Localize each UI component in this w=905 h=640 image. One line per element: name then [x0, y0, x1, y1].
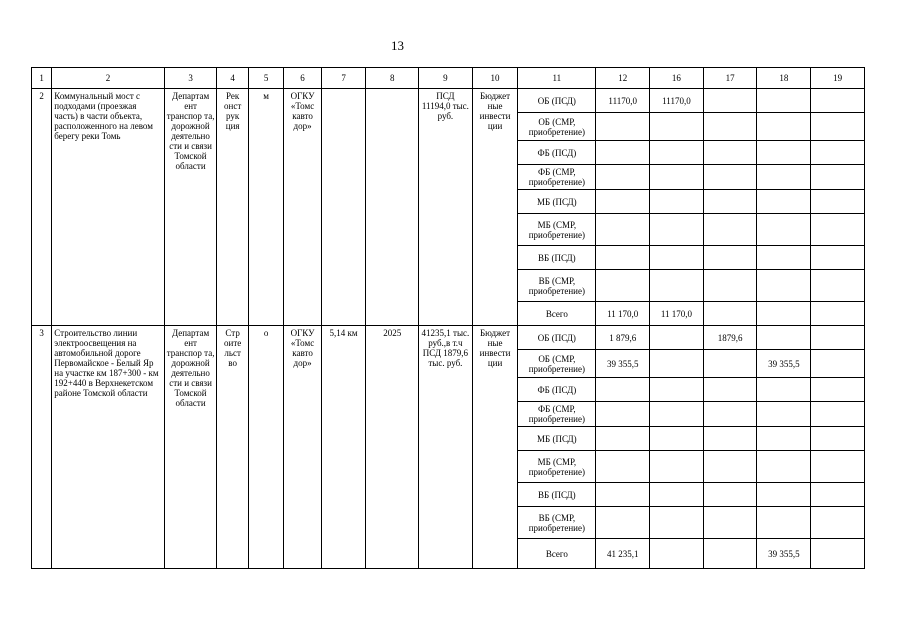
- investment-type: Бюджет ные инвести ции: [472, 326, 518, 569]
- funding-row: [32, 326, 865, 350]
- estimated-cost: ПСД 11194,0 тыс. руб.: [419, 89, 473, 326]
- amount-cell-18: [757, 302, 811, 326]
- amount-cell-12: 39 355,5: [596, 350, 650, 378]
- amount-cell-18: 39 355,5: [757, 539, 811, 569]
- amount-cell-12: [596, 427, 650, 451]
- amount-cell-18: [757, 507, 811, 539]
- funding-source-label: ВБ (ПСД): [518, 483, 596, 507]
- funding-source-label: МБ (ПСД): [518, 427, 596, 451]
- amount-cell-12: [596, 190, 650, 214]
- amount-cell-12: [596, 113, 650, 141]
- department: Департам ент транспор та, дорожной деятельно сти и связи Томской области: [164, 326, 217, 569]
- amount-cell-19: [811, 89, 865, 113]
- investment-type: Бюджет ные инвести ции: [472, 89, 518, 326]
- project-name: Строительство линии электроосвещения на автомобильной дороге Первомайское - Белый Яр на участке км 187+300 - км 192+440 в Верхнекетском районе Томской области: [52, 326, 164, 569]
- funding-source-label: ФБ (СМР, приобретение): [518, 165, 596, 190]
- amount-cell-18: [757, 270, 811, 302]
- amount-cell-18: [757, 214, 811, 246]
- amount-cell-18: [757, 89, 811, 113]
- amount-cell-18: [757, 190, 811, 214]
- amount-cell-17: [703, 190, 757, 214]
- estimated-cost: 41235,1 тыс. руб.,в т.ч ПСД 1879,6 тыс. руб.: [419, 326, 473, 569]
- amount-cell-16: [650, 113, 704, 141]
- amount-cell-12: [596, 451, 650, 483]
- amount-cell-17: [703, 539, 757, 569]
- amount-cell-16: [650, 246, 704, 270]
- amount-cell-19: [811, 302, 865, 326]
- amount-cell-16: [650, 326, 704, 350]
- amount-cell-17: 1879,6: [703, 326, 757, 350]
- amount-cell-12: [596, 165, 650, 190]
- amount-cell-16: [650, 378, 704, 402]
- header-cell: 3: [164, 68, 217, 89]
- amount-cell-16: [650, 190, 704, 214]
- amount-cell-19: [811, 507, 865, 539]
- project-number: 3: [32, 326, 52, 569]
- amount-cell-18: [757, 165, 811, 190]
- customer: ОГКУ «Томс кавто дор»: [284, 89, 321, 326]
- amount-cell-19: [811, 113, 865, 141]
- header-cell: 19: [811, 68, 865, 89]
- funding-source-label: ФБ (ПСД): [518, 378, 596, 402]
- amount-cell-17: [703, 402, 757, 427]
- amount-cell-19: [811, 190, 865, 214]
- unit: м: [248, 89, 283, 326]
- work-type: Рек онст рук ция: [217, 89, 248, 326]
- funding-source-label: ВБ (СМР, приобретение): [518, 270, 596, 302]
- header-cell: 10: [472, 68, 518, 89]
- project-number: 2: [32, 89, 52, 326]
- department: Департам ент транспор та, дорожной деятельно сти и связи Томской области: [164, 89, 217, 326]
- amount-cell-16: [650, 451, 704, 483]
- header-cell: 16: [650, 68, 704, 89]
- funding-source-label: МБ (СМР, приобретение): [518, 214, 596, 246]
- amount-cell-16: [650, 350, 704, 378]
- completion-year: [366, 89, 419, 326]
- amount-cell-16: [650, 427, 704, 451]
- amount-cell-19: [811, 326, 865, 350]
- amount-cell-16: [650, 141, 704, 165]
- header-row: [32, 68, 865, 89]
- funding-source-label: МБ (ПСД): [518, 190, 596, 214]
- amount-cell-16: [650, 270, 704, 302]
- header-cell: 8: [366, 68, 419, 89]
- amount-cell-16: [650, 507, 704, 539]
- amount-cell-18: [757, 113, 811, 141]
- funding-source-label: МБ (СМР, приобретение): [518, 451, 596, 483]
- amount-cell-17: [703, 141, 757, 165]
- funding-source-label: ОБ (ПСД): [518, 89, 596, 113]
- amount-cell-18: [757, 246, 811, 270]
- funding-source-label: ОБ (СМР, приобретение): [518, 113, 596, 141]
- header-cell: 12: [596, 68, 650, 89]
- work-type: Стр оите льст во: [217, 326, 248, 569]
- amount-cell-12: [596, 402, 650, 427]
- amount-cell-12: [596, 141, 650, 165]
- funding-source-label: ВБ (ПСД): [518, 246, 596, 270]
- amount-cell-19: [811, 539, 865, 569]
- funding-source-label: ФБ (ПСД): [518, 141, 596, 165]
- header-cell: 2: [52, 68, 164, 89]
- amount-cell-19: [811, 141, 865, 165]
- header-cell: 4: [217, 68, 248, 89]
- customer: ОГКУ «Томс кавто дор»: [284, 326, 321, 569]
- amount-cell-16: [650, 402, 704, 427]
- funding-source-label: ВБ (СМР, приобретение): [518, 507, 596, 539]
- amount-cell-19: [811, 402, 865, 427]
- amount-cell-12: [596, 378, 650, 402]
- page-number: 13: [391, 38, 404, 53]
- amount-cell-18: [757, 141, 811, 165]
- amount-cell-19: [811, 451, 865, 483]
- amount-cell-16: 11170,0: [650, 89, 704, 113]
- amount-cell-19: [811, 165, 865, 190]
- header-cell: 5: [248, 68, 283, 89]
- amount-cell-17: [703, 246, 757, 270]
- header-cell: 17: [703, 68, 757, 89]
- amount-cell-17: [703, 451, 757, 483]
- amount-cell-18: [757, 451, 811, 483]
- amount-cell-17: [703, 483, 757, 507]
- amount-cell-18: [757, 378, 811, 402]
- header-cell: 18: [757, 68, 811, 89]
- amount-cell-18: [757, 483, 811, 507]
- capacity: [321, 89, 366, 326]
- amount-cell-12: 11 170,0: [596, 302, 650, 326]
- header-cell: 7: [321, 68, 366, 89]
- amount-cell-16: [650, 165, 704, 190]
- amount-cell-12: [596, 483, 650, 507]
- amount-cell-16: 11 170,0: [650, 302, 704, 326]
- amount-cell-19: [811, 378, 865, 402]
- capacity: 5,14 км: [321, 326, 366, 569]
- amount-cell-19: [811, 427, 865, 451]
- amount-cell-17: [703, 378, 757, 402]
- header-cell: 11: [518, 68, 596, 89]
- amount-cell-17: [703, 270, 757, 302]
- amount-cell-12: 41 235,1: [596, 539, 650, 569]
- amount-cell-18: [757, 402, 811, 427]
- funding-source-label: ФБ (СМР, приобретение): [518, 402, 596, 427]
- funding-source-label: Всего: [518, 302, 596, 326]
- project-name: Коммунальный мост с подходами (проезжая часть) в части объекта, расположенного на левом берегу реки Томь: [52, 89, 164, 326]
- header-cell: 1: [32, 68, 52, 89]
- amount-cell-17: [703, 89, 757, 113]
- amount-cell-12: [596, 214, 650, 246]
- amount-cell-12: [596, 270, 650, 302]
- amount-cell-18: 39 355,5: [757, 350, 811, 378]
- amount-cell-17: [703, 427, 757, 451]
- amount-cell-19: [811, 350, 865, 378]
- funding-source-label: ОБ (ПСД): [518, 326, 596, 350]
- amount-cell-12: 11170,0: [596, 89, 650, 113]
- amount-cell-17: [703, 350, 757, 378]
- amount-cell-17: [703, 302, 757, 326]
- amount-cell-17: [703, 214, 757, 246]
- amount-cell-19: [811, 483, 865, 507]
- amount-cell-18: [757, 326, 811, 350]
- amount-cell-17: [703, 165, 757, 190]
- amount-cell-16: [650, 214, 704, 246]
- amount-cell-12: 1 879,6: [596, 326, 650, 350]
- investment-table: [31, 67, 865, 569]
- amount-cell-16: [650, 483, 704, 507]
- amount-cell-19: [811, 214, 865, 246]
- header-cell: 9: [419, 68, 473, 89]
- unit: о: [248, 326, 283, 569]
- amount-cell-12: [596, 246, 650, 270]
- amount-cell-17: [703, 507, 757, 539]
- funding-row: [32, 89, 865, 113]
- amount-cell-16: [650, 539, 704, 569]
- funding-source-label: ОБ (СМР, приобретение): [518, 350, 596, 378]
- amount-cell-17: [703, 113, 757, 141]
- amount-cell-19: [811, 246, 865, 270]
- amount-cell-12: [596, 507, 650, 539]
- amount-cell-19: [811, 270, 865, 302]
- funding-source-label: Всего: [518, 539, 596, 569]
- amount-cell-18: [757, 427, 811, 451]
- completion-year: 2025: [366, 326, 419, 569]
- header-cell: 6: [284, 68, 321, 89]
